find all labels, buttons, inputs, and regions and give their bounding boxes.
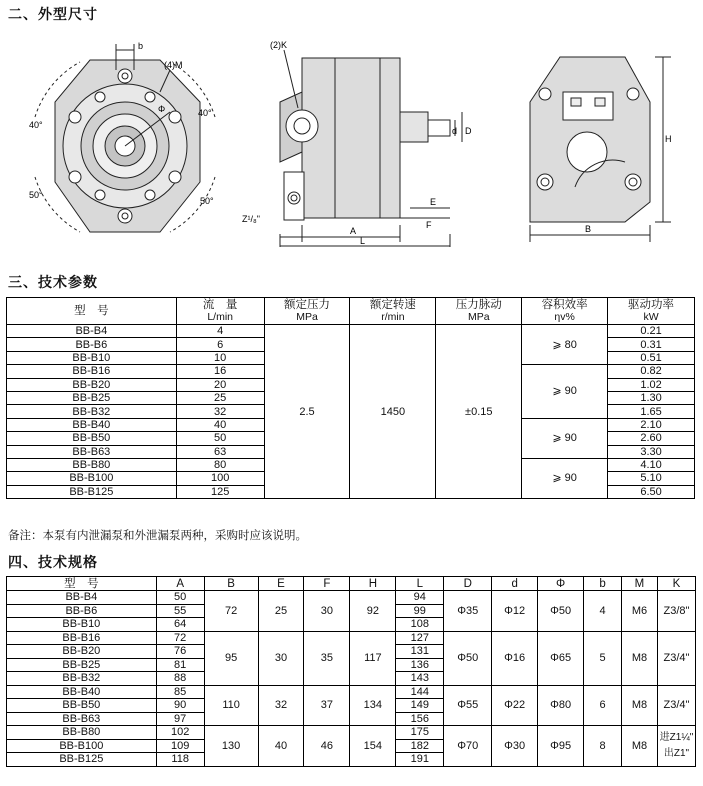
specs-table [6, 576, 696, 767]
front-view-drawing [20, 22, 230, 247]
params-flow: 80 [176, 458, 264, 471]
specs-b: 4 [584, 591, 622, 632]
specs-b: 5 [584, 631, 622, 685]
specs-A: 97 [156, 712, 204, 726]
params-efficiency: ⩾ 90 [522, 458, 608, 498]
specs-L: 99 [396, 604, 444, 618]
label-D: D [465, 126, 472, 136]
params-efficiency: ⩾ 80 [522, 325, 608, 365]
label-angle-50-left: 50° [29, 190, 43, 200]
params-header-unit: MPa [467, 311, 490, 323]
params-header-unit: ηv% [554, 311, 575, 323]
specs-header-2: B [204, 577, 258, 591]
specs-A: 90 [156, 699, 204, 713]
params-header-cn: 额定压力 [284, 299, 331, 311]
specs-K-out: 出Z1" [663, 747, 690, 759]
specs-B: 95 [204, 631, 258, 685]
specs-header-12: K [657, 577, 695, 591]
params-pulsation: ±0.15 [436, 325, 522, 499]
label-H: H [665, 134, 672, 144]
params-power: 1.02 [608, 378, 695, 391]
specs-model: BB-B100 [7, 739, 157, 753]
specs-header-5: H [350, 577, 396, 591]
specs-header-11: M [621, 577, 657, 591]
params-table [6, 297, 695, 499]
label-angle-50-right: 50° [200, 196, 214, 206]
specs-M: M8 [621, 726, 657, 767]
specs-H: 92 [350, 591, 396, 632]
params-model: BB-B4 [7, 325, 177, 338]
specs-model: BB-B63 [7, 712, 157, 726]
params-model: BB-B125 [7, 485, 177, 498]
params-flow: 32 [176, 405, 264, 418]
table-row [7, 726, 696, 740]
params-power: 6.50 [608, 485, 695, 498]
params-flow: 4 [176, 325, 264, 338]
params-header-cn: 容积效率 [541, 299, 588, 311]
specs-phi: Φ65 [538, 631, 584, 685]
specs-L: 127 [396, 631, 444, 645]
specs-d: Φ30 [492, 726, 538, 767]
label-b: b [138, 41, 144, 51]
label-k: (2)K [270, 40, 288, 50]
params-header-cn: 额定转速 [369, 299, 416, 311]
specs-model: BB-B80 [7, 726, 157, 740]
specs-A: 88 [156, 672, 204, 686]
specs-D: Φ35 [444, 591, 492, 632]
specs-A: 50 [156, 591, 204, 605]
specs-F: 37 [304, 685, 350, 726]
params-flow: 20 [176, 378, 264, 391]
params-power: 0.21 [608, 325, 695, 338]
specs-L: 108 [396, 618, 444, 632]
section-title-dimensions: 二、外型尺寸 [8, 7, 98, 23]
label-d: d [452, 126, 458, 136]
params-power: 5.10 [608, 472, 695, 485]
params-flow: 63 [176, 445, 264, 458]
specs-K [657, 726, 695, 767]
params-model: BB-B80 [7, 458, 177, 471]
specs-model: BB-B25 [7, 658, 157, 672]
specs-header-3: E [258, 577, 304, 591]
label-phi: Φ [158, 104, 166, 114]
specs-K: Z3/4" [657, 685, 695, 726]
params-header-unit: kW [643, 311, 659, 323]
specs-model: BB-B6 [7, 604, 157, 618]
params-header-0 [7, 298, 177, 325]
specs-A: 118 [156, 753, 204, 767]
specs-L: 144 [396, 685, 444, 699]
specs-A: 81 [156, 658, 204, 672]
specs-d: Φ12 [492, 591, 538, 632]
specs-B: 130 [204, 726, 258, 767]
specs-header-1: A [156, 577, 204, 591]
specs-A: 102 [156, 726, 204, 740]
params-header-6 [608, 298, 695, 325]
specs-phi: Φ80 [538, 685, 584, 726]
specs-K: Z3/4" [657, 631, 695, 685]
params-flow: 125 [176, 485, 264, 498]
specs-A: 64 [156, 618, 204, 632]
specs-M: M8 [621, 631, 657, 685]
params-flow: 6 [176, 338, 264, 351]
specs-D: Φ70 [444, 726, 492, 767]
specs-phi: Φ50 [538, 591, 584, 632]
params-header-1 [176, 298, 264, 325]
params-power: 2.60 [608, 432, 695, 445]
section-title-params: 三、技术参数 [8, 275, 98, 291]
label-m: (4)M [164, 60, 183, 70]
side-view-drawing [240, 22, 475, 247]
specs-E: 40 [258, 726, 304, 767]
params-header-cn: 流 量 [202, 299, 238, 311]
specs-b: 6 [584, 685, 622, 726]
specs-L: 182 [396, 739, 444, 753]
params-header-2 [264, 298, 350, 325]
label-B: B [585, 224, 592, 234]
specs-L: 143 [396, 672, 444, 686]
params-model: BB-B6 [7, 338, 177, 351]
params-header-cn: 型 号 [74, 305, 109, 317]
params-power: 0.31 [608, 338, 695, 351]
label-E: E [430, 197, 437, 207]
specs-A: 72 [156, 631, 204, 645]
specs-header-4: F [304, 577, 350, 591]
specs-A: 85 [156, 685, 204, 699]
specs-L: 156 [396, 712, 444, 726]
params-power: 4.10 [608, 458, 695, 471]
params-model: BB-B100 [7, 472, 177, 485]
params-power: 3.30 [608, 445, 695, 458]
params-flow: 16 [176, 365, 264, 378]
specs-M: M6 [621, 591, 657, 632]
label-A: A [350, 226, 357, 236]
specs-K: Z3/8" [657, 591, 695, 632]
specs-E: 30 [258, 631, 304, 685]
specs-model: BB-B10 [7, 618, 157, 632]
specs-model: BB-B4 [7, 591, 157, 605]
params-power: 1.65 [608, 405, 695, 418]
specs-header-10: b [584, 577, 622, 591]
specs-header-8: d [492, 577, 538, 591]
specs-L: 175 [396, 726, 444, 740]
label-L: L [360, 236, 366, 246]
specs-L: 136 [396, 658, 444, 672]
specs-L: 149 [396, 699, 444, 713]
params-model: BB-B10 [7, 351, 177, 364]
label-angle-40-left: 40° [29, 120, 43, 130]
specs-B: 110 [204, 685, 258, 726]
specs-K-in: 进Z1¼" [659, 731, 694, 743]
params-model: BB-B32 [7, 405, 177, 418]
params-header-cn: 驱动功率 [628, 299, 675, 311]
specs-b: 8 [584, 726, 622, 767]
params-flow: 40 [176, 418, 264, 431]
specs-F: 35 [304, 631, 350, 685]
specs-header-0: 型 号 [7, 577, 157, 591]
table-row [7, 325, 695, 338]
specs-M: M8 [621, 685, 657, 726]
params-model: BB-B40 [7, 418, 177, 431]
specs-H: 134 [350, 685, 396, 726]
specs-phi: Φ95 [538, 726, 584, 767]
params-header-4 [436, 298, 522, 325]
specs-E: 32 [258, 685, 304, 726]
params-power: 1.30 [608, 391, 695, 404]
specs-B: 72 [204, 591, 258, 632]
table-row [7, 591, 696, 605]
params-header-cn: 压力脉动 [455, 299, 502, 311]
specs-D: Φ55 [444, 685, 492, 726]
params-speed: 1450 [350, 325, 436, 499]
specs-L: 94 [396, 591, 444, 605]
section-title-specs: 四、技术规格 [8, 555, 98, 571]
specs-H: 154 [350, 726, 396, 767]
table-row [7, 631, 696, 645]
specs-header-9: Φ [538, 577, 584, 591]
params-power: 0.51 [608, 351, 695, 364]
specs-A: 109 [156, 739, 204, 753]
specs-model: BB-B40 [7, 685, 157, 699]
specs-L: 191 [396, 753, 444, 767]
params-efficiency: ⩾ 90 [522, 418, 608, 458]
specs-A: 76 [156, 645, 204, 659]
label-F: F [426, 220, 432, 230]
params-model: BB-B20 [7, 378, 177, 391]
specs-model: BB-B32 [7, 672, 157, 686]
params-model: BB-B25 [7, 391, 177, 404]
rear-view-drawing [505, 22, 685, 247]
specs-d: Φ16 [492, 631, 538, 685]
specs-model: BB-B125 [7, 753, 157, 767]
specs-E: 25 [258, 591, 304, 632]
params-pressure: 2.5 [264, 325, 350, 499]
label-z: Z¹/₈" [242, 214, 260, 224]
note-text: 备注：本泵有内泄漏泵和外泄漏泵两种，采购时应该说明。 [8, 528, 307, 542]
specs-D: Φ50 [444, 631, 492, 685]
specs-F: 46 [304, 726, 350, 767]
params-header-unit: MPa [296, 311, 318, 323]
specs-A: 55 [156, 604, 204, 618]
specs-model: BB-B16 [7, 631, 157, 645]
specs-H: 117 [350, 631, 396, 685]
params-model: BB-B63 [7, 445, 177, 458]
params-flow: 100 [176, 472, 264, 485]
specs-header-7: D [444, 577, 492, 591]
params-model: BB-B50 [7, 432, 177, 445]
params-flow: 10 [176, 351, 264, 364]
specs-L: 131 [396, 645, 444, 659]
params-header-unit: L/min [207, 311, 233, 323]
params-header-5 [522, 298, 608, 325]
params-power: 0.82 [608, 365, 695, 378]
specs-model: BB-B20 [7, 645, 157, 659]
params-flow: 25 [176, 391, 264, 404]
specs-model: BB-B50 [7, 699, 157, 713]
params-flow: 50 [176, 432, 264, 445]
table-row [7, 685, 696, 699]
label-angle-40-right: 40° [198, 108, 212, 118]
params-header-3 [350, 298, 436, 325]
params-header-unit: r/min [381, 311, 405, 323]
params-efficiency: ⩾ 90 [522, 365, 608, 419]
specs-F: 30 [304, 591, 350, 632]
params-power: 2.10 [608, 418, 695, 431]
specs-d: Φ22 [492, 685, 538, 726]
specs-header-6: L [396, 577, 444, 591]
params-model: BB-B16 [7, 365, 177, 378]
